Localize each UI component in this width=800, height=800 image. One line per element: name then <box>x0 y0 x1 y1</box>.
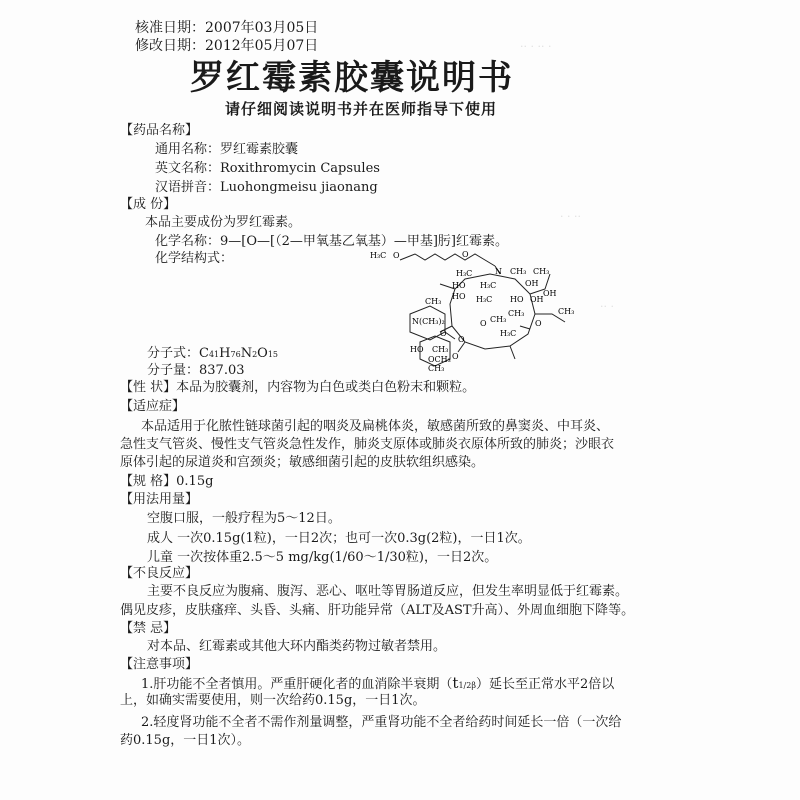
description-text: 本品为胶囊剂，内容物为白色或类白色粉末和颗粒。 <box>176 380 476 395</box>
dosage-line: 空腹口服，一般疗程为5～12日。 <box>147 511 341 526</box>
section-heading-adverse-reactions: 【不良反应】 <box>120 566 199 581</box>
structure-atom-label: O <box>393 251 400 260</box>
structure-atom-label: OH <box>525 279 539 288</box>
structure-atom-label: O <box>458 335 465 344</box>
indications-line: 急性支气管炎、慢性支气管炎急性发作，肺炎支原体或肺炎衣原体所致的肺炎；沙眼衣 <box>120 437 615 452</box>
half-life-subscript: 1/2β <box>458 681 476 690</box>
structure-atom-label: HO <box>510 295 524 304</box>
indications-line: 原体引起的尿道炎和宫颈炎；敏感细菌引起的皮肤软组织感染。 <box>120 455 485 470</box>
contraindications-text: 对本品、红霉素或其他大环内酯类药物过敏者禁用。 <box>147 639 447 654</box>
structure-atom-label: N(CH₃)₂ <box>412 317 445 326</box>
structure-atom-label: H₃C <box>500 329 517 338</box>
structure-atom-label: OH <box>530 295 544 304</box>
precautions-line: 药0.15g，一日1次）。 <box>120 733 251 748</box>
section-heading-indications: 【适应症】 <box>120 399 186 414</box>
structure-atom-label: O <box>462 250 469 259</box>
structure-atom-label: H₃C <box>476 295 493 304</box>
section-heading-specification: 【规 格】 <box>120 474 177 489</box>
revision-date: 修改日期：2012年05月07日 <box>135 38 319 54</box>
indications-line: 本品适用于化脓性链球菌引起的咽炎及扁桃体炎，敏感菌所致的鼻窦炎、中耳炎、 <box>141 419 610 434</box>
molecular-weight: 分子量：837.03 <box>147 363 245 378</box>
structure-atom-label: O <box>440 329 447 338</box>
dosage-line-adult: 成人 一次0.15g(1粒)，一日2次；也可一次0.3g(2粒)，一日1次。 <box>147 531 531 546</box>
chemical-structure-diagram <box>370 244 580 374</box>
document-title: 罗红霉素胶囊说明书 <box>190 58 514 98</box>
chemical-name: 化学名称：9—[O—[（2—甲氧基乙氧基）—甲基]肟]红霉素。 <box>155 234 508 249</box>
structure-atom-label: N <box>495 267 502 276</box>
structure-atom-label: HO <box>452 292 466 301</box>
structure-atom-label: OH <box>543 289 557 298</box>
precautions-line: 1.肝功能不全者慎用。严重肝硬化者的血消除半衰期（t1/2β）延长至正常水平2倍以 <box>141 674 615 692</box>
english-name: 英文名称：Roxithromycin Capsules <box>155 161 380 176</box>
section-heading-precautions: 【注意事项】 <box>120 657 199 672</box>
precautions-line: 上，如确实需要使用，则一次给药0.15g，一日1次。 <box>120 693 426 708</box>
structure-atom-label: HO <box>410 345 424 354</box>
dosage-line-child: 儿童 一次按体重2.5～5 mg/kg(1/60～1/30粒)，一日2次。 <box>147 550 498 565</box>
structure-atom-label: CH₃ <box>432 345 449 354</box>
composition-main: 本品主要成份为罗红霉素。 <box>145 215 302 230</box>
adverse-line: 偶见皮疹，皮肤瘙痒、头昏、头痛、肝功能异常（ALT及AST升高）、外周血细胞下降等。 <box>120 603 635 618</box>
structure-atom-label: O <box>452 352 459 361</box>
structure-atom-label: O <box>480 319 487 328</box>
structure-atom-label: CH₃ <box>508 309 525 318</box>
structure-atom-label: H₃C <box>370 251 387 260</box>
common-name: 通用名称：罗红霉素胶囊 <box>155 142 299 157</box>
document-subtitle: 请仔细阅读说明书并在医师指导下使用 <box>225 100 498 118</box>
structure-atom-label: CH₃ <box>425 297 442 306</box>
show-through-text: ·· · <box>600 300 614 313</box>
structure-atom-label: O <box>535 319 542 328</box>
section-heading-contraindications: 【禁 忌】 <box>120 621 177 636</box>
structure-atom-label: OCH₃ <box>428 355 451 364</box>
structure-atom-label: CH₃ <box>510 267 527 276</box>
section-heading-drug-name: 【药品名称】 <box>120 123 199 138</box>
pinyin-name: 汉语拼音：Luohongmeisu jiaonang <box>155 180 378 195</box>
half-life-symbol: t <box>452 674 459 692</box>
specification-row <box>120 473 213 491</box>
structure-atom-label: H₃C <box>456 269 473 278</box>
structure-atom-label: CH₃ <box>428 364 445 373</box>
show-through-text: · · ·· <box>560 210 581 223</box>
section-heading-dosage: 【用法用量】 <box>120 492 199 507</box>
molecular-formula: 分子式：C41H76N2O15 <box>147 346 279 361</box>
structure-atom-label: CH₃ <box>490 315 507 324</box>
adverse-line: 主要不良反应为腹痛、腹泻、恶心、呕吐等胃肠道反应，但发生率明显低于红霉素。 <box>147 584 629 599</box>
precautions-line: 2.轻度肾功能不全者不需作剂量调整，严重肾功能不全者给药时间延长一倍（一次给 <box>141 715 622 730</box>
structure-atom-label: H₃C <box>480 281 497 290</box>
show-through-text: ·· · ·· · <box>520 40 552 53</box>
structure-atom-label: HO <box>452 281 466 290</box>
structure-label: 化学结构式： <box>155 251 234 266</box>
section-heading-composition: 【成 份】 <box>120 197 177 212</box>
structure-atom-label: CH₃ <box>533 267 550 276</box>
section-heading-description: 【性 状】 <box>120 380 177 395</box>
structure-atom-label: CH₃ <box>558 307 575 316</box>
description-row <box>120 379 475 397</box>
molecular-formula-label: 分子式： <box>147 346 200 361</box>
specification-value: 0.15g <box>176 474 214 489</box>
approval-date: 核准日期：2007年03月05日 <box>135 20 319 36</box>
